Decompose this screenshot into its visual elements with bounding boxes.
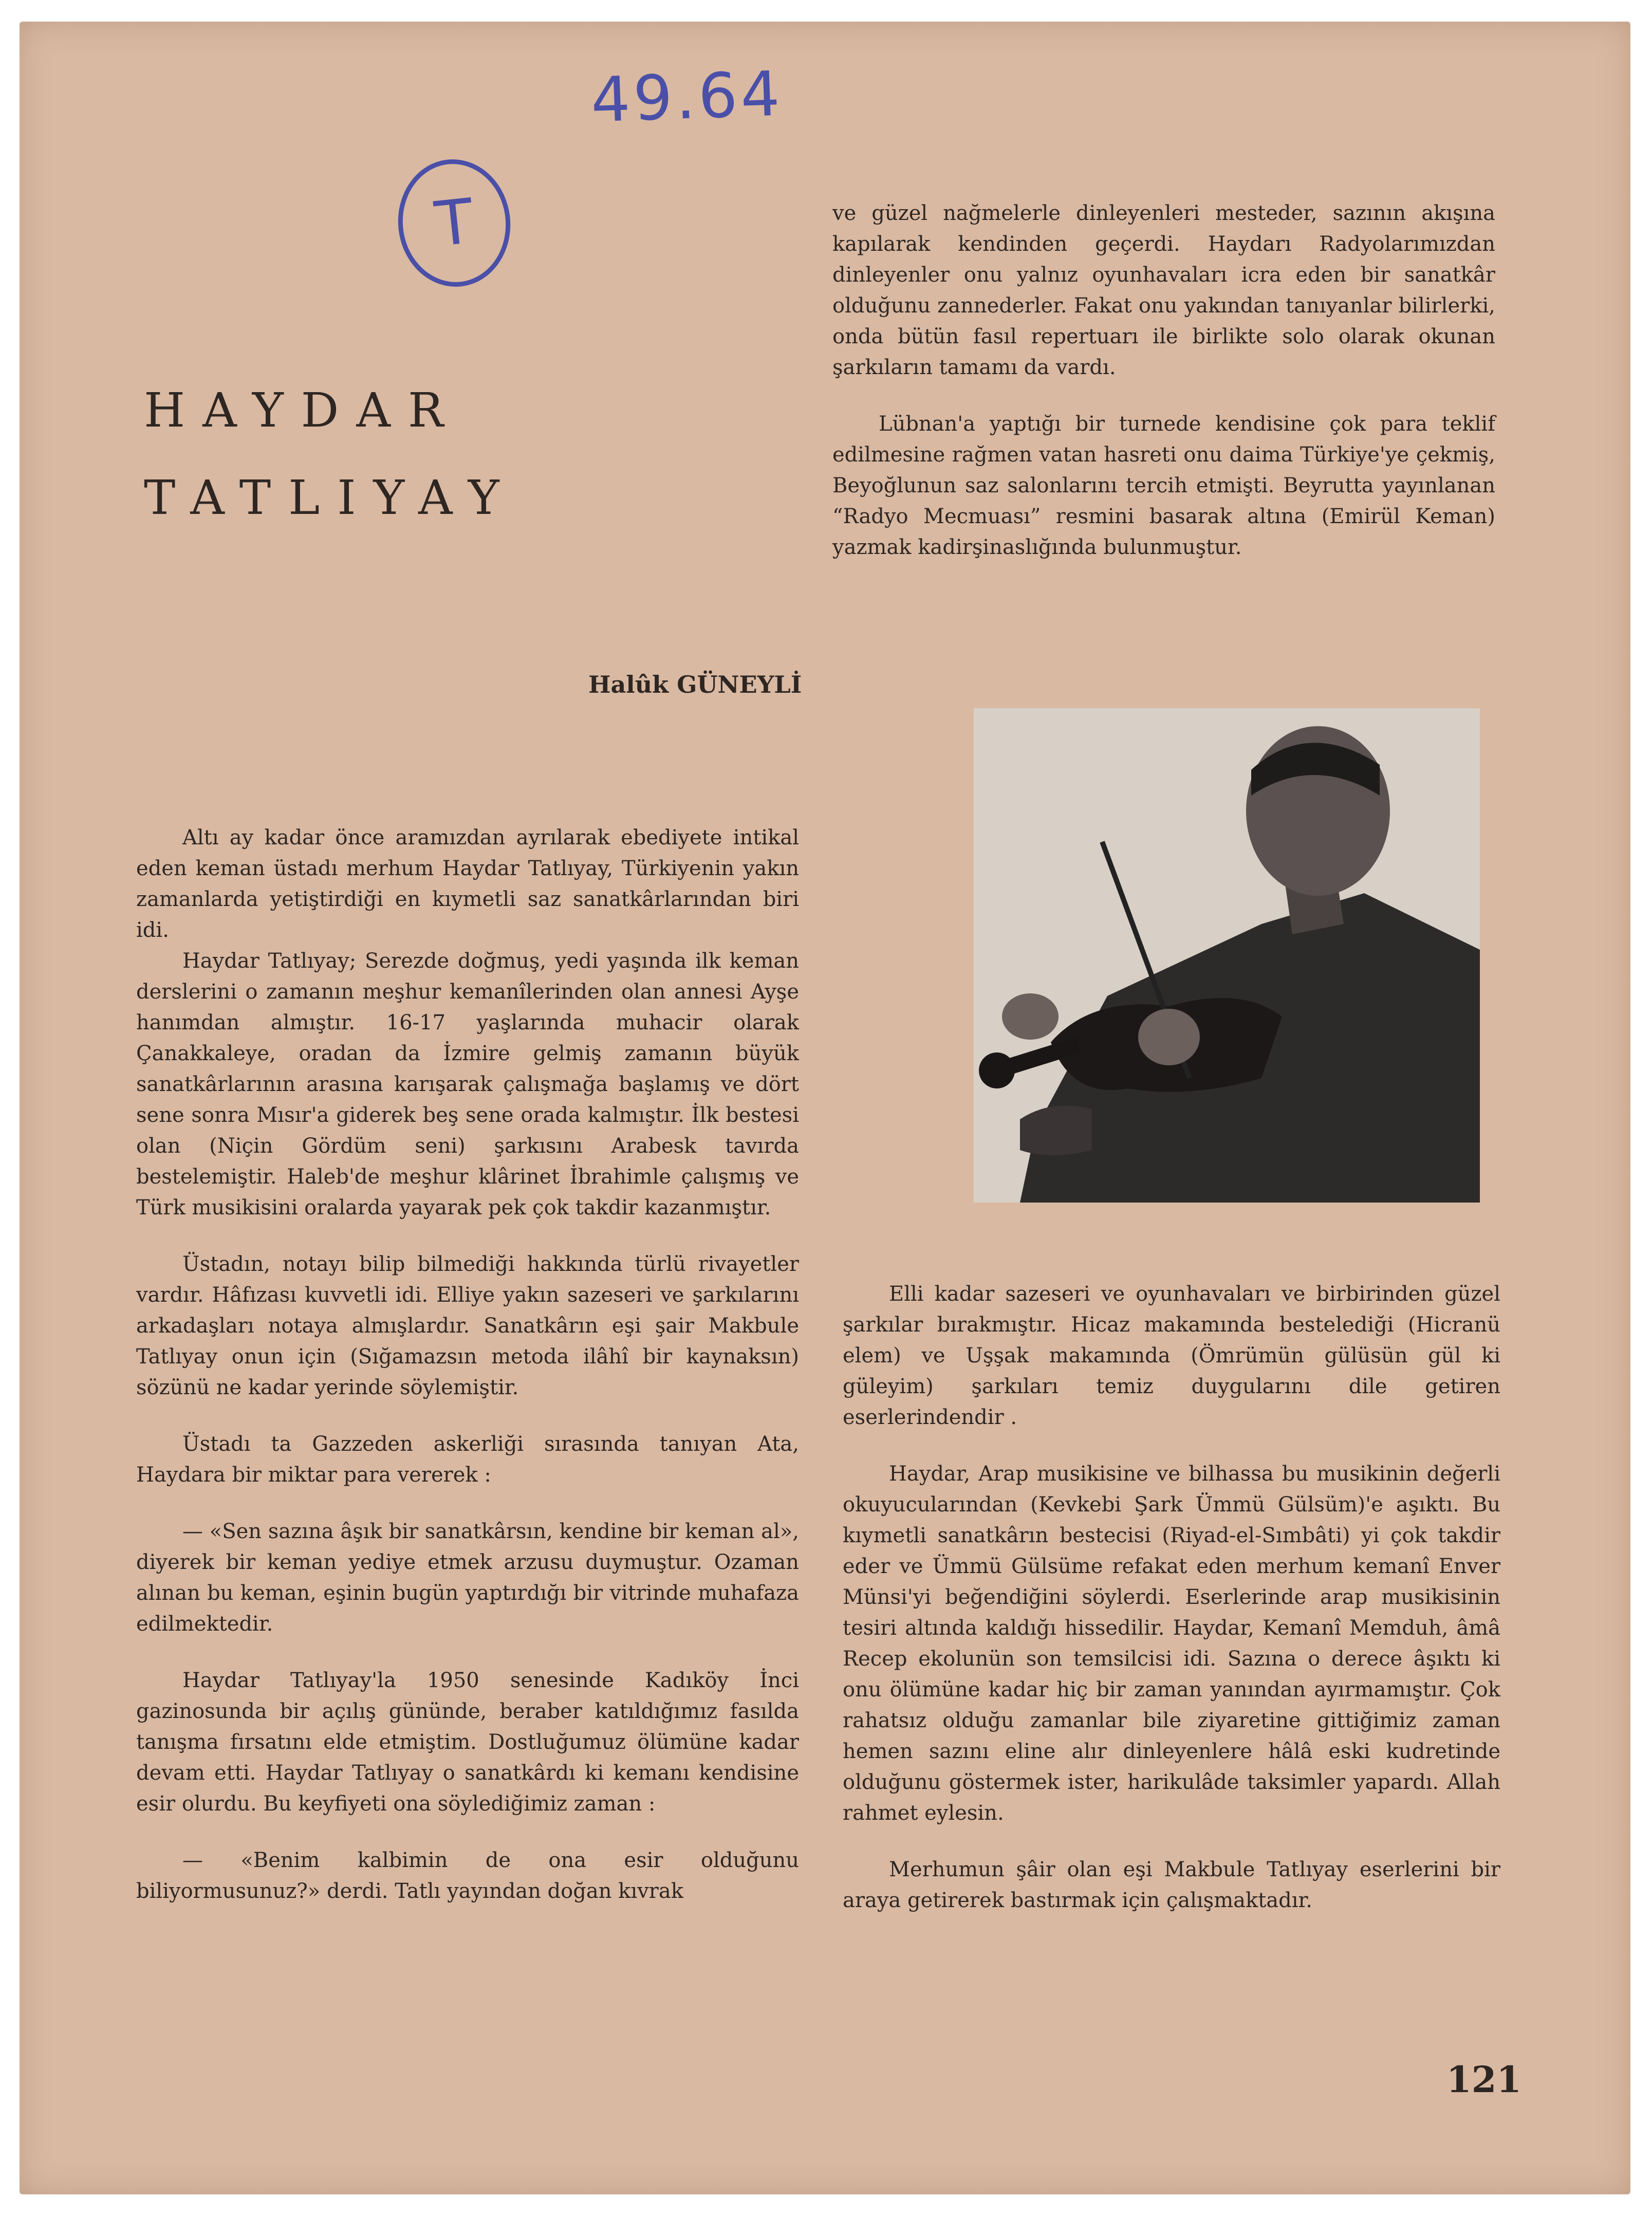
paragraph: Altı ay kadar önce aramızdan ayrılarak ebediyete intikal eden keman üstadı merhum Haydar Tatlıyay, Türkiyenin yakın zamanlarda yetiştirdiği en kıymetli saz sanatkârlarından biri idi. <box>136 826 799 942</box>
paragraph: Merhumun şâir olan eşi Makbule Tatlıyay eserlerini bir araya getirerek bastırmak için çalışmaktadır. <box>843 1858 1500 1912</box>
handwritten-note: 49.64 <box>589 58 784 137</box>
violinist-photo <box>974 708 1480 1203</box>
paragraph: Haydar Tatlıyay'la 1950 senesinde Kadıköy İnci gazinosunda bir açılış gününde, beraber katıldığımız fasılda tanışma fırsatını elde etmiştim. Dostluğumuz ölümüne kadar devam etti. Haydar Tatlıyay o sanatkârdı ki kemanı kendisine esir olurdu. Bu keyfiyeti ona söylediğimiz zaman : <box>136 1669 799 1816</box>
paragraph: — «Benim kalbimin de ona esir olduğunu biliyormusunuz?» derdi. Tatlı yayından doğan kıvrak <box>136 1849 799 1903</box>
article-title-line1: HAYDAR <box>144 383 461 438</box>
page-number: 121 <box>1446 2058 1522 2101</box>
paragraph: Haydar Tatlıyay; Serezde doğmuş, yedi yaşında ilk keman derslerini o zamanın meşhur kemanîlerinden olan annesi Ayşe hanımdan almıştır. 16-17 yaşlarında muhacir olarak Çanakkaleye, oradan da İzmire gelmiş zamanın büyük sanatkârlarının arasına karışarak çalışmağa başlamış ve dört sene sonra Mısır'a giderek beş sene orada kalmıştır. İlk bestesi olan (Niçin Gördüm seni) şarkısını Arabesk tavırda bestelemiştir. Haleb'de meşhur klârinet İbrahimle çalışmış ve Türk musikisini oralarda yayarak pek çok takdir kazanmıştır. <box>136 949 799 1220</box>
paragraph: Elli kadar sazeseri ve oyunhavaları ve birbirinden güzel şarkılar bırakmıştır. Hicaz makamında bestelediği (Hicranü elem) ve Uşşak makamında (Ömrümün gülüsün gül ki güleyim) şarkıları temiz duygularını dile getiren eserlerindendir . <box>843 1282 1500 1429</box>
right-column-bottom <box>843 1279 1500 1916</box>
paragraph: Haydar, Arap musikisine ve bilhassa bu musikinin değerli okuyucularından (Kevkebi Şark Ümmü Gülsüm)'e aşıktı. Bu kıymetli sanatkârın bestecisi (Riyad-el-Sımbâti) yi çok takdir eder ve Ümmü Gülsüme refakat eden merhum kemanî Enver Münsi'yi beğendiğini söylerdi. Eserlerinde arap musikisinin tesiri altında kaldığı hissedilir. Haydar, Kemanî Memduh, âmâ Recep ekolunün son temsilcisi idi. Sazına o derece âşıktı ki onu ölümüne kadar hiç bir zaman yanından ayırmamıştır. Çok rahatsız olduğu zamanlar bile ziyaretine gittiğimiz zaman hemen sazını eline alır dinleyenlere hâlâ eski kudretinde olduğunu göstermek ister, harikulâde taksimler yapardı. Allah rahmet eylesin. <box>843 1462 1500 1825</box>
author-byline: Halûk GÜNEYLİ <box>588 671 802 698</box>
paragraph: — «Sen sazına âşık bir sanatkârsın, kendine bir keman al», diyerek bir keman yediye etmek arzusu duymuştur. Ozaman alınan bu keman, eşinin bugün yaptırdığı bir vitrinde muhafaza edilmektedir. <box>136 1520 799 1636</box>
left-column <box>136 822 799 1907</box>
violinist-photo-icon <box>974 708 1480 1203</box>
paragraph: ve güzel nağmelerle dinleyenleri mesteder, sazının akışına kapılarak kendinden geçerdi. Haydarı Radyolarımızdan dinleyenler onu yalnız oyunhavaları icra eden bir sanatkâr olduğunu zannederler. Fakat onu yakından tanıyanlar bilirlerki, onda bütün fasıl repertuarı ile birlikte solo olarak okunan şarkıların tamamı da vardı. <box>832 201 1495 379</box>
right-column-top <box>832 198 1495 563</box>
paragraph: Lübnan'a yaptığı bir turnede kendisine çok para teklif edilmesine rağmen vatan hasreti onu daima Türkiye'ye çekmiş, Beyoğlunun saz salonlarını tercih etmişti. Beyrutta yayınlanan “Radyo Mecmuası” resmini basarak altına (Emirül Keman) yazmak kadirşinaslığında bulunmuştur. <box>832 412 1495 559</box>
paragraph: Üstadın, notayı bilip bilmediği hakkında türlü rivayetler vardır. Hâfızası kuvvetli idi. Elliye yakın sazeseri ve şarkılarını arkadaşları notaya almışlardır. Sanatkârın eşi şair Makbule Tatlıyay onun için (Sığamazsın metoda ilâhî bir kaynaksın) sözünü ne kadar yerinde söylemiştir. <box>136 1252 799 1399</box>
circled-letter-stamp: T <box>392 154 517 292</box>
paragraph: Üstadı ta Gazzeden askerliği sırasında tanıyan Ata, Haydara bir miktar para vererek : <box>136 1432 799 1487</box>
article-title-line2: TATLIYAY <box>144 470 517 525</box>
